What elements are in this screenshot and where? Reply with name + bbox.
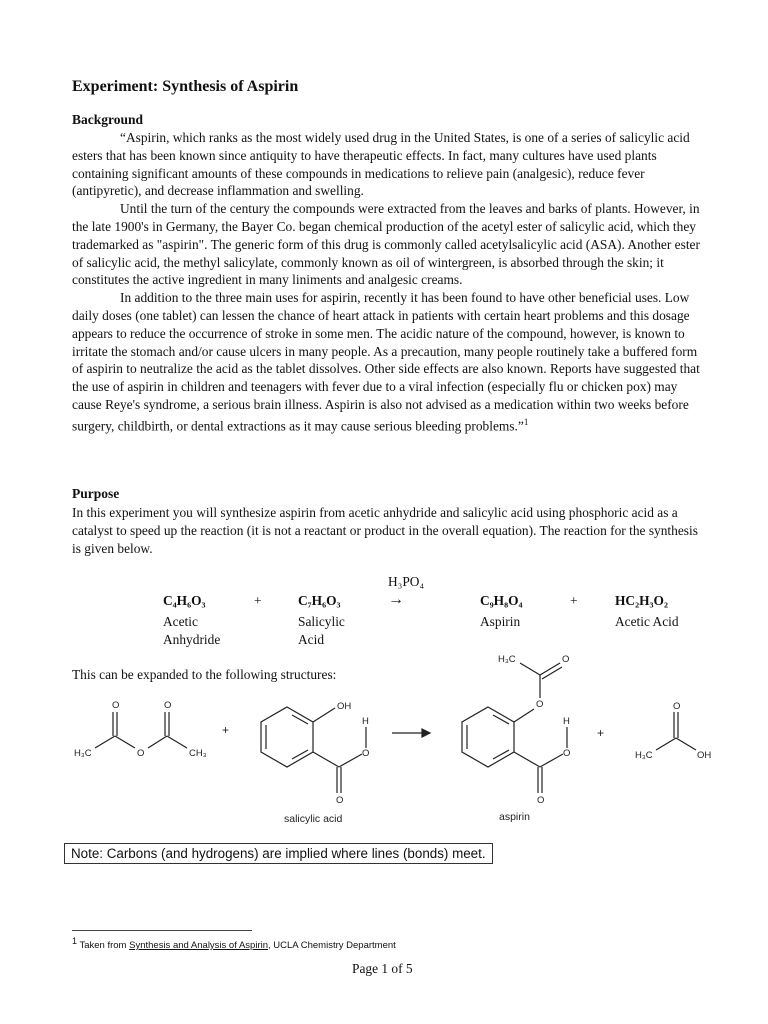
salicylic-acid-label: salicylic acid xyxy=(284,813,343,825)
background-body xyxy=(72,129,702,435)
name-anhydride: Anhydride xyxy=(163,632,221,647)
reaction-structures-diagram xyxy=(0,640,768,840)
note-box: Note: Carbons (and hydrogens) are implied where lines (bonds) meet. xyxy=(64,843,493,864)
aspirin-label: aspirin xyxy=(499,811,530,823)
structure-methyl: H₃C xyxy=(635,750,653,761)
name-aspirin: Aspirin xyxy=(480,614,521,629)
footnote-source: Synthesis and Analysis of Aspirin xyxy=(129,940,269,952)
background-paragraph-3 xyxy=(72,289,702,435)
footnote-suffix: , UCLA Chemistry Department xyxy=(268,940,396,952)
structure-hydrogen: H xyxy=(362,716,369,727)
structure-oxygen: O xyxy=(336,795,344,806)
structure-plus: + xyxy=(222,723,230,737)
formula-acetic-acid: HC₂H₃O₂ xyxy=(615,593,668,608)
footnote xyxy=(72,936,396,951)
expanded-intro: This can be expanded to the following structures: xyxy=(72,667,337,682)
structure-oxygen: O xyxy=(362,748,370,759)
plus-sign: + xyxy=(254,593,262,608)
structure-oxygen: O xyxy=(563,748,571,759)
name-acetic: Acetic xyxy=(163,614,198,629)
catalyst-label: H₃PO₄ xyxy=(388,574,425,589)
background-paragraph-2: Until the turn of the century the compounds were extracted from the leaves and barks of plants. However, in the late 1900's in Germany, the Bayer Co. began chemical production of the acetyl ester of salicylic acid, which they trademarked as "aspirin". The generic form of this drug is commonly called acetylsalicylic acid (ASA). Another ester of salicylic acid, the methyl salicylate, commonly known as oil of wintergreen, is absorbed through the skin; it constitutes the active ingredient in many liniments and analgesic creams. xyxy=(72,201,700,288)
purpose-body: In this experiment you will synthesize aspirin from acetic anhydride and salicylic acid using phosphoric acid as a catalyst to speed up the reaction (it is not a reactant or product in the overall equation). The reaction for the synthesis is given below. xyxy=(72,505,698,556)
formula-salicylic-acid: C₇H₆O₃ xyxy=(298,593,341,608)
structure-hydrogen: H xyxy=(563,716,570,727)
footnote-reference: 1 xyxy=(523,416,529,427)
structure-methyl: H₃C xyxy=(74,748,92,759)
structure-oxygen: O xyxy=(164,700,172,711)
structure-oxygen: O xyxy=(562,654,570,665)
page-title: Experiment: Synthesis of Aspirin xyxy=(72,78,299,95)
structure-oxygen: O xyxy=(137,748,145,759)
structure-methyl: H₃C xyxy=(498,654,516,665)
name-salicylic: Salicylic xyxy=(298,614,345,629)
formula-acetic-anhydride: C₄H₆O₃ xyxy=(163,593,206,608)
structure-methyl: CH₃ xyxy=(189,748,207,759)
plus-sign: + xyxy=(570,593,578,608)
structure-hydroxyl: OH xyxy=(337,701,352,712)
structure-oxygen: O xyxy=(112,700,120,711)
background-paragraph-3-text: In addition to the three main uses for aspirin, recently it has been found to have other beneficial uses. Low daily doses (one tablet) can lessen the chance of heart attack in patients with certain heart problems and this dosage appears to reduce the occurrence of stroke in some men. The acidic nature of the compound, however, is known to irritate the stomach and/or cause ulcers in many people. As a precaution, many people routinely take a buffered form of aspirin to neutralize the acid as the tablet dissolves. Other side effects are also known. Reports have suggested that the use of aspirin in children and teenagers with fever due to a viral infection (especially flu or chicken pox) may cause Reye's syndrome, a serious brain illness. Aspirin is also not advised as a medication within two weeks before surgery, childbirth, or dental extractions as it may cause serious bleeding problems.” xyxy=(72,290,700,434)
structure-oxygen: O xyxy=(537,795,545,806)
formula-aspirin: C₉H₈O₄ xyxy=(480,593,523,608)
structure-hydroxyl: OH xyxy=(697,750,712,761)
background-heading: Background xyxy=(72,112,144,127)
purpose-heading: Purpose xyxy=(72,486,120,501)
footnote-divider xyxy=(72,930,252,931)
name-acetic-acid: Acetic Acid xyxy=(615,614,679,629)
structure-oxygen: O xyxy=(536,699,544,710)
structure-oxygen: O xyxy=(673,701,681,712)
footnote-mark: 1 xyxy=(72,936,78,946)
footnote-prefix: Taken from xyxy=(77,940,130,952)
structure-plus: + xyxy=(597,726,605,740)
name-acid: Acid xyxy=(298,632,325,647)
reaction-arrow: → xyxy=(388,591,404,608)
page-number: Page 1 of 5 xyxy=(352,961,413,976)
background-paragraph-1: “Aspirin, which ranks as the most widely used drug in the United States, is one of a series of salicylic acid esters that has been known since antiquity to have therapeutic effects. In fact, many cultures have used plants containing significant amounts of these compounds in medications to relieve pain (analgesic), reduce fever (antipyretic), and decrease inflammation and swelling. xyxy=(72,130,690,199)
